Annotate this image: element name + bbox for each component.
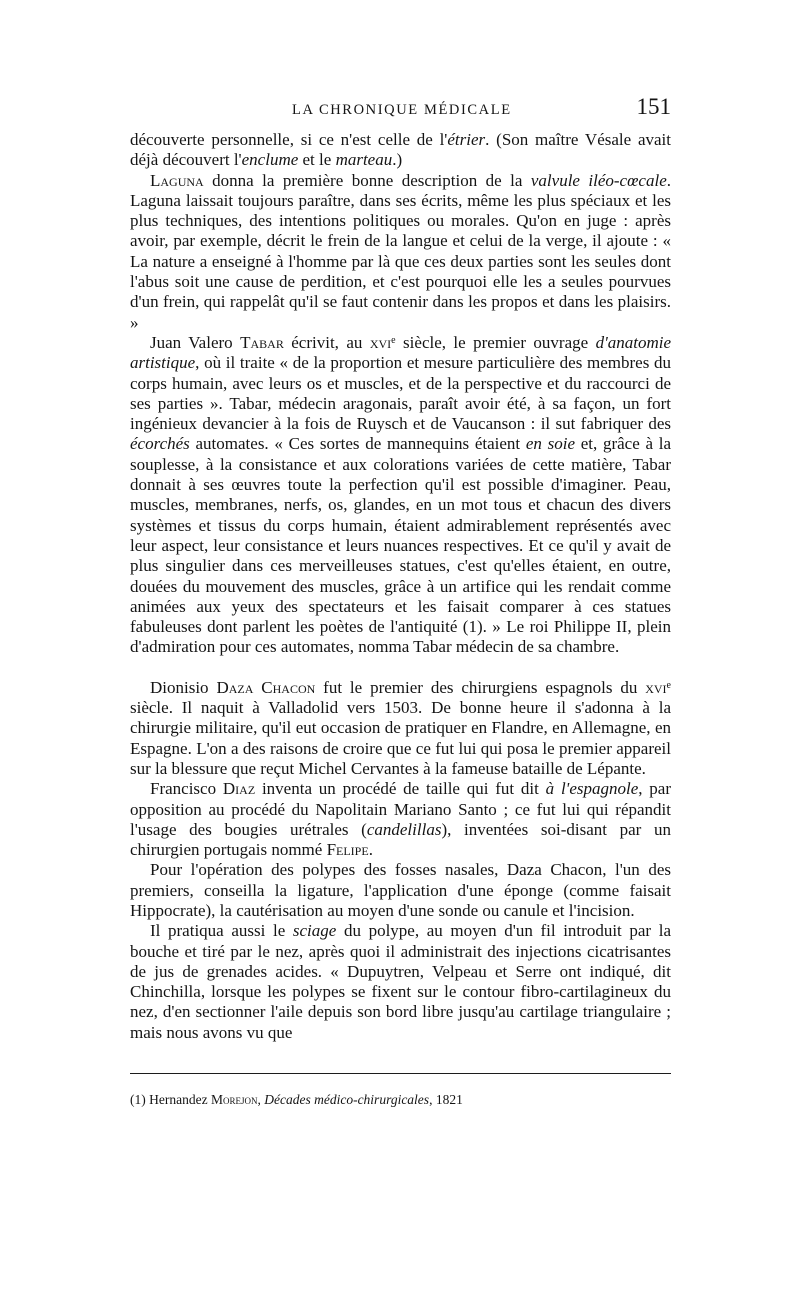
paragraph-sciage: Il pratiqua aussi le sciage du polype, au moyen d'un fil introduit par la bouche et tiré par le nez, après quoi il administrait des injections cicatrisantes de jus de grenades acides. « Dupuytren, Velpeau et Serre ont indiqué, dit Chinchilla, lorsque les polypes se fixent sur le contour fibro-cartilagineux du nez, d'en sectionner l'aile depuis son bord libre jusqu'au cartilage triangulaire ; mais nous avons vu que	[130, 921, 671, 1042]
footnote-divider	[130, 1073, 671, 1074]
section-gap	[130, 658, 671, 678]
footnote: (1) Hernandez Morejon, Décades médico-chirurgicales, 1821	[130, 1092, 463, 1108]
running-title: LA CHRONIQUE MÉDICALE	[292, 102, 512, 118]
paragraph-tabar: Juan Valero Tabar écrivit, au xvi$^e$ siècle, le premier ouvrage d'anatomie artistique, où il traite « de la proportion et mesure particulière des membres du corps humain, avec leurs os et muscles, et de la perspective et du raccourci de ses parties ». Tabar, médecin aragonais, paraît avoir été, à sa façon, un fort ingénieux devancier à la fois de Ruysch et de Vaucanson : il sut fabriquer des écorchés automates. « Ces sortes de mannequins étaient en soie et, grâce à la souplesse, à la consistance et aux colorations variées de cette matière, Tabar donnait à ses œuvres toute la perfection qu'il est possible d'imaginer. Peau, muscles, membranes, nerfs, os, glandes, en un mot tous et chacun des divers systèmes et tissus du corps humain, étaient admirablement représentés avec leur aspect, leur consistance et leurs nuances respectives. Et ce qu'il y avait de plus singulier dans ces merveilleuses statues, c'est qu'elles étaient, en outre, douées du mouvement des muscles, grâce à un artifice qui les rendait comme animées aux yeux des spectateurs et les faisait comparer à ces statues fabuleuses dont parlent les poètes de l'antiquité (1). » Le roi Philippe II, plein d'admiration pour ces automates, nomma Tabar médecin de sa chambre.	[130, 332, 672, 657]
page-header	[130, 94, 671, 130]
paragraph-polypes: Pour l'opération des polypes des fosses nasales, Daza Chacon, l'un des premiers, conseilla la ligature, l'application d'une éponge (comme faisait Hippocrate), la cautérisation au moyen d'une sonde ou canule et l'incision.	[130, 860, 671, 920]
document-page	[130, 94, 672, 1108]
page-number: 151	[636, 94, 671, 119]
paragraph-laguna: Laguna donna la première bonne description de la valvule iléo-cœcale. Laguna laissait toujours paraître, dans ses écrits, même les plus spéciaux et les plus techniques, des intentions politiques ou morales. Qu'on en juge : après avoir, par exemple, décrit le frein de la langue et celui de la verge, il ajoute : « La nature a enseigné à l'homme par là que ces deux parties sont les seules dont l'abus soit une cause de perdition, et c'est pourquoi elle les a seules pourvues d'un frein, qui rappelât qu'il se faut contenir dans les propos et dans les plaisirs. »	[130, 170, 671, 332]
paragraph-vesale: découverte personnelle, si ce n'est celle de l'étrier. (Son maître Vésale avait déjà découvert l'enclume et le marteau.)	[130, 130, 671, 170]
paragraph-daza-chacon: Dionisio Daza Chacon fut le premier des chirurgiens espagnols du xvi$^e$ siècle. Il naquit à Valladolid vers 1503. De bonne heure il s'adonna à la chirurgie militaire, qu'il eut occasion de pratiquer en Flandre, en Allemagne, en Espagne. L'on a des raisons de croire que ce fut lui qui posa le premier appareil sur la blessure que reçut Michel Cervantes à la fameuse bataille de Lépante.	[130, 677, 671, 778]
paragraph-diaz: Francisco Diaz inventa un procédé de taille qui fut dit à l'espagnole, par opposition au procédé du Napolitain Mariano Santo ; ce fut lui qui répandit l'usage des bougies urétrales (candelillas), inventées soi-disant par un chirurgien portugais nommé Felipe.	[130, 779, 671, 860]
